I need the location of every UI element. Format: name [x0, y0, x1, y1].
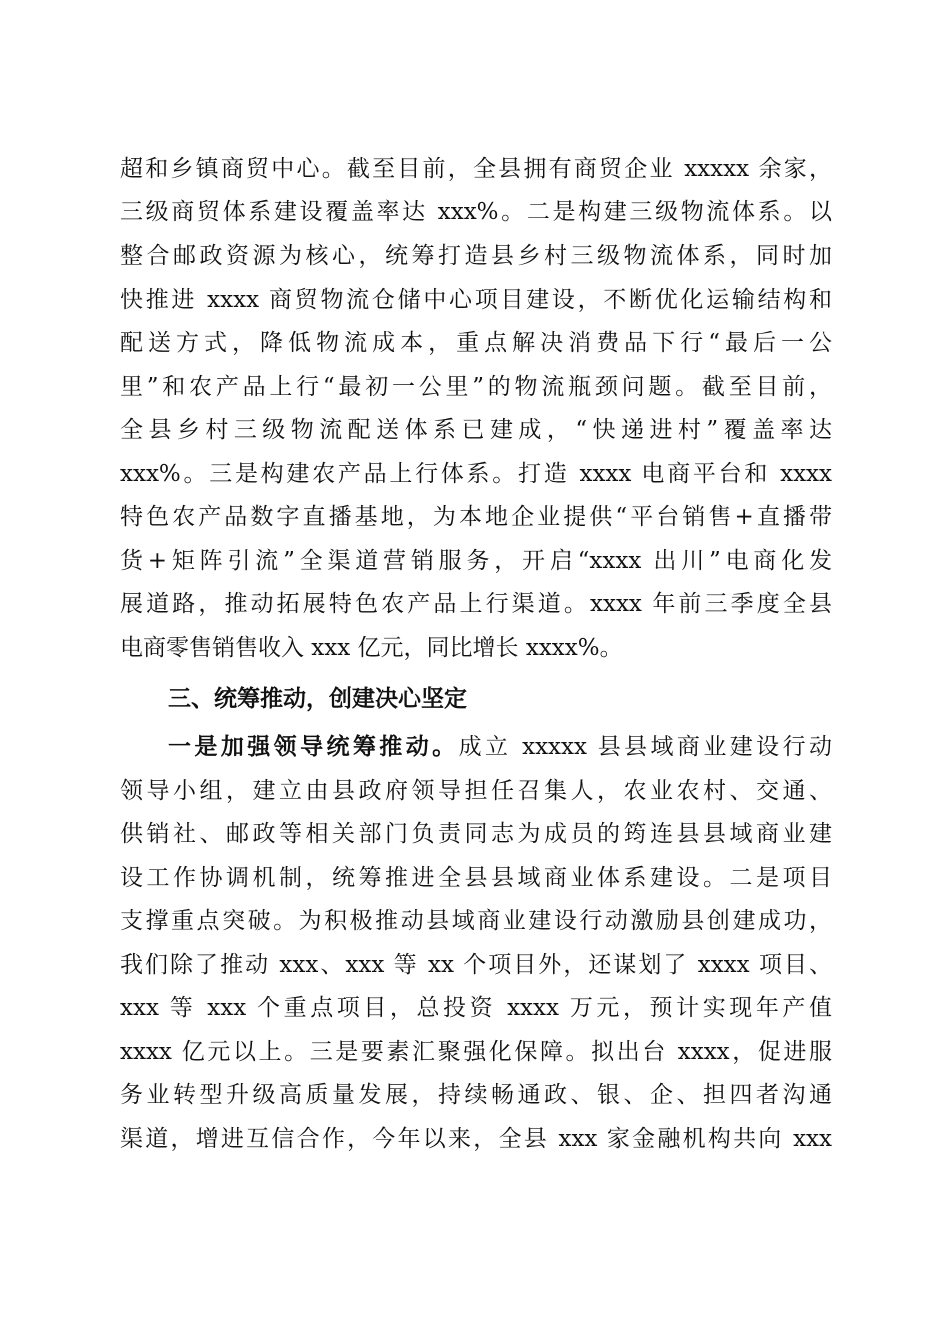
body-text-line: 全县乡村三级物流配送体系已建成，“快递进村”覆盖率达 [120, 417, 832, 443]
body-text-line: 支撑重点突破。为积极推动县域商业建设行动激励县创建成功， [120, 908, 832, 934]
body-text-line [168, 727, 832, 767]
body-text-line: 展道路，推动拓展特色农产品上行渠道。xxxx 年前三季度全县 [120, 591, 832, 617]
body-text-line: 快推进 xxxx 商贸物流仓储中心项目建设，不断优化运输结构和 [120, 287, 832, 313]
body-text-line: 设工作协调机制，统筹推进全县县域商业体系建设。二是项目 [120, 865, 832, 891]
body-text-line: 配送方式，降低物流成本，重点解决消费品下行“最后一公 [120, 330, 832, 356]
body-text-line: xxx 等 xxx 个重点项目，总投资 xxxx 万元，预计实现年产值 [120, 995, 832, 1021]
body-text-line: 整合邮政资源为核心，统筹打造县乡村三级物流体系，同时加 [120, 243, 832, 269]
body-text-line: xxx%。三是构建农产品上行体系。打造 xxxx 电商平台和 xxxx [120, 461, 832, 487]
body-text-line: 货+矩阵引流”全渠道营销服务，开启“xxxx 出川”电商化发 [120, 548, 832, 574]
body-text-line: 超和乡镇商贸中心。截至目前，全县拥有商贸企业 xxxxx 余家， [120, 156, 832, 182]
body-text-line: xxxx 亿元以上。三是要素汇聚强化保障。拟出台 xxxx，促进服 [120, 1039, 832, 1065]
body-text-line: 三级商贸体系建设覆盖率达 xxx%。二是构建三级物流体系。以 [120, 199, 832, 225]
section-heading: 三、统筹推动，创建决心坚定 [168, 686, 467, 712]
body-text-line: 电商零售销售收入 xxx 亿元，同比增长 xxxx%。 [120, 635, 623, 661]
body-text-line: 我们除了推动 xxx、xxx 等 xx 个项目外，还谋划了 xxxx 项目、 [120, 952, 832, 978]
body-text-line: 供销社、邮政等相关部门负责同志为成员的筠连县县域商业建 [120, 821, 832, 847]
paragraph-lead: 一是加强领导统筹推动。 [168, 734, 459, 760]
paragraph-lead-rest: 成立 xxxxx 县县域商业建设行动 [458, 734, 833, 760]
body-text-line: 渠道，增进互信合作，今年以来，全县 xxx 家金融机构共向 xxx [120, 1126, 832, 1152]
body-text-line: 里”和农产品上行“最初一公里”的物流瓶颈问题。截至目前， [120, 374, 832, 400]
body-text-line: 特色农产品数字直播基地，为本地企业提供“平台销售+直播带 [120, 504, 832, 530]
body-text-line: 务业转型升级高质量发展，持续畅通政、银、企、担四者沟通 [120, 1082, 832, 1108]
body-text-line: 领导小组，建立由县政府领导担任召集人，农业农村、交通、 [120, 778, 832, 804]
